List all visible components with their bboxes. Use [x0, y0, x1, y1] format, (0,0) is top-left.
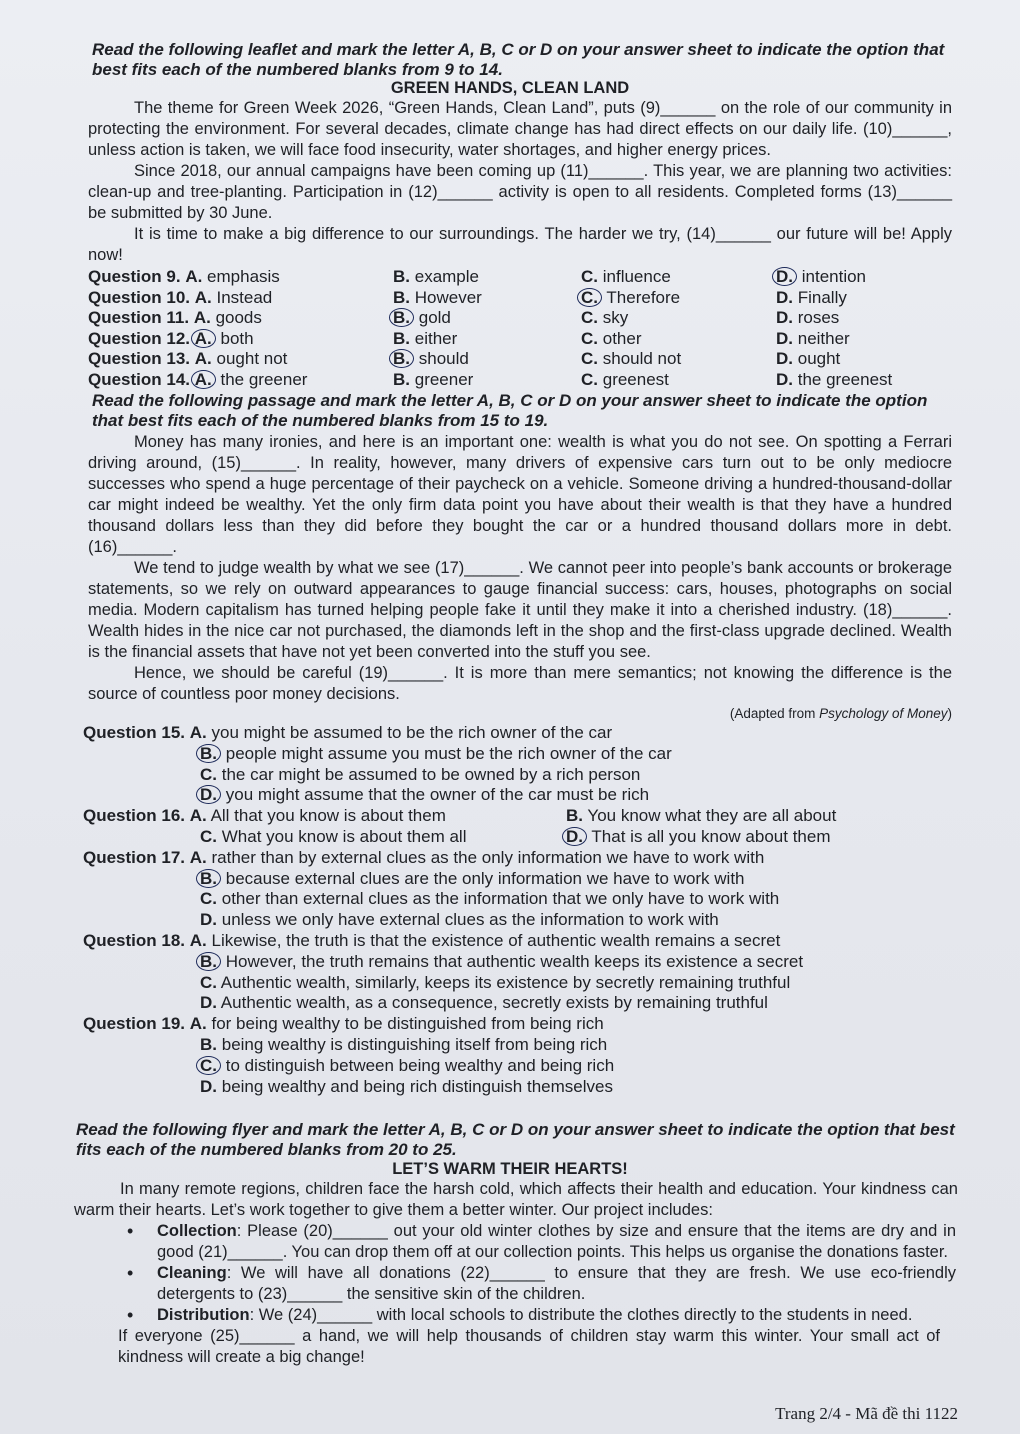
q14-option-b[interactable]: B. greener — [393, 369, 474, 389]
section-flyer — [0, 1120, 1020, 1368]
q16-option-a[interactable]: Question 16. A. All that you know is about them — [83, 806, 446, 826]
q16-option-d[interactable]: D. That is all you know about them — [566, 827, 966, 848]
instruction-9-14: Read the following leaflet and mark the letter A, B, C or D on your answer sheet to indicate the option that best fits each of the numbered blanks from 9 to 14. — [92, 40, 945, 79]
q16-option-b[interactable]: B. You know what they are all about — [566, 806, 837, 826]
passage-paragraph-3: Hence, we should be careful (19)______. It is more than mere semantics; not knowing the difference is the source of countless poor money decisions. — [88, 664, 952, 703]
q14-option-c[interactable]: C. greenest — [581, 369, 669, 389]
q17-option-b[interactable]: B. because external clues are the only information we have to work with — [0, 869, 1020, 890]
q12-option-a[interactable]: Question 12. A. both — [88, 328, 254, 348]
q10-option-c[interactable]: C. Therefore — [581, 288, 776, 309]
q11-option-c[interactable]: C. sky — [581, 308, 629, 327]
q12-option-c[interactable]: C. other — [581, 328, 642, 348]
source-citation: (Adapted from Psychology of Money) — [729, 706, 952, 721]
q16-row-1 — [0, 806, 1020, 827]
q17-option-c[interactable]: C. other than external clues as the information that we only have to work with — [200, 889, 780, 909]
section-leaflet — [0, 40, 1020, 390]
section-passage — [0, 391, 1020, 1097]
passage-paragraph-2: We tend to judge wealth by what we see (17)______. We cannot peer into people’s bank accounts or brokerage statements, so we rely on outward appearances to gauge financial success: cars, houses, photographs on social media. Modern capitalism has turned helping people fake it until they make it into a cherished industry. (18)______. Wealth hides in the nice car not purchased, the diamonds left in the shop and the first-class upgrade declined. Wealth is the financial assets that have not yet been converted into the stuff you see. — [88, 559, 952, 661]
q10-option-b[interactable]: B. However — [393, 287, 482, 307]
q13-option-d[interactable]: D. ought — [776, 349, 841, 368]
q17-option-a[interactable]: Question 17. A. rather than by external clues as the only information we have to work with — [83, 847, 765, 867]
q9-option-a[interactable]: Question 9. A. emphasis — [88, 267, 280, 286]
flyer-title: LET’S WARM THEIR HEARTS! — [392, 1160, 628, 1178]
q11-option-d[interactable]: D. roses — [776, 308, 840, 327]
q15-option-d[interactable]: D. you might assume that the owner of the car must be rich — [0, 785, 1020, 806]
q18-option-b[interactable]: B. However, the truth remains that authentic wealth keeps its existence a secret — [0, 952, 1020, 973]
q18-option-c[interactable]: C. Authentic wealth, similarly, keeps its existence by secretly remaining truthful — [200, 972, 791, 992]
q12-option-d[interactable]: D. neither — [776, 328, 850, 348]
q13-option-b[interactable]: B. should — [393, 349, 581, 370]
q18-option-d[interactable]: D. Authentic wealth, as a consequence, secretly exists by remaining truthful — [200, 993, 768, 1013]
q13-option-c[interactable]: C. should not — [581, 349, 682, 368]
q18-option-a[interactable]: Question 18. A. Likewise, the truth is that the existence of authentic wealth remains a secret — [83, 930, 781, 950]
q15-option-c[interactable]: C. the car might be assumed to be owned by a rich person — [200, 764, 641, 784]
leaflet-title: GREEN HANDS, CLEAN LAND — [390, 79, 630, 97]
flyer-bullet-list — [0, 1221, 1020, 1326]
q9-option-d[interactable]: D. intention — [776, 267, 966, 288]
leaflet-paragraph-1: The theme for Green Week 2026, “Green Hands, Clean Land”, puts (9)______ on the role of our community in protecting the environment. For several decades, climate change has had direct effects on our daily life. (10)______, unless action is taken, we will face food insecurity, water shortages, and higher energy prices. — [88, 99, 952, 159]
q15-option-b[interactable]: B. people might assume you must be the rich owner of the car — [0, 744, 1020, 765]
q9-option-c[interactable]: C. influence — [581, 267, 671, 286]
flyer-closing: If everyone (25)______ a hand, we will help thousands of children stay warm this winter. Your small act of kindness will create a big change! — [118, 1327, 940, 1366]
q14-option-d[interactable]: D. the greenest — [776, 369, 893, 389]
questions-9-14 — [0, 267, 1020, 390]
q17-option-d[interactable]: D. unless we only have external clues as the information to work with — [200, 910, 719, 930]
q19-option-d[interactable]: D. being wealthy and being rich distinguish themselves — [200, 1076, 613, 1096]
q15-option-a[interactable]: Question 15. A. you might be assumed to be the rich owner of the car — [83, 723, 613, 742]
q11-option-b[interactable]: B. gold — [393, 308, 581, 329]
q16-option-c[interactable]: C. What you know is about them all — [200, 826, 467, 846]
leaflet-paragraph-3: It is time to make a big difference to our surroundings. The harder we try, (14)______ our future will be! Apply now! — [88, 225, 952, 264]
q16-row-2 — [0, 827, 1020, 848]
q19-option-c[interactable]: C. to distinguish between being wealthy and being rich — [0, 1056, 1020, 1077]
flyer-intro: In many remote regions, children face the harsh cold, which affects their health and education. Your kindness can warm their hearts. Let’s work together to give them a better winter. Our project includes: — [74, 1180, 958, 1219]
passage-paragraph-1: Money has many ironies, and here is an important one: wealth is what you do not see. On spotting a Ferrari driving around, (15)______. In reality, however, many drivers of expensive cars turn out to be only mediocre successes who spend a huge percentage of their paycheck on a vehicle. Someone driving a hundred-thousand-dollar car might indeed be wealthy. Yet the only firm data point you have about their wealth is that they have a hundred thousand dollars less than they did before they bought the car or a hundred thousand dollars more in debt. (16)______. — [88, 433, 952, 556]
instruction-15-19: Read the following passage and mark the letter A, B, C or D on your answer sheet to indicate the option that best fits each of the numbered blanks from 15 to 19. — [92, 391, 928, 430]
q14-option-a[interactable]: Question 14. A. the greener — [88, 369, 308, 389]
q13-option-a[interactable]: Question 13. A. ought not — [88, 349, 288, 368]
q10-option-d[interactable]: D. Finally — [776, 287, 847, 307]
bullet-collection: • Collection: Please (20)______ out your old winter clothes by size and ensure that the items are dry and in good (21)______. You can drop them off at our collection points. This helps us organise the donations faster. — [157, 1221, 956, 1263]
leaflet-paragraph-2: Since 2018, our annual campaigns have been coming up (11)______. This year, we are planning two activities: clean-up and tree-planting. Participation in (12)______ activity is open to all residents. Completed forms (13)______ be submitted by 30 June. — [88, 162, 952, 222]
bullet-cleaning: • Cleaning: We will have all donations (22)______ to ensure that they are fresh. We use eco-friendly detergents to (23)______ the sensitive skin of the children. — [157, 1263, 956, 1305]
page-footer: Trang 2/4 - Mã đề thi 1122 — [775, 1404, 958, 1423]
bullet-distribution: • Distribution: We (24)______ with local schools to distribute the clothes directly to the students in need. — [157, 1305, 956, 1326]
q9-option-b[interactable]: B. example — [393, 267, 479, 286]
instruction-20-25: Read the following flyer and mark the letter A, B, C or D on your answer sheet to indicate the option that best fits each of the numbered blanks from 20 to 25. — [76, 1120, 955, 1159]
q12-option-b[interactable]: B. either — [393, 328, 458, 348]
q19-option-b[interactable]: B. being wealthy is distinguishing itself from being rich — [200, 1034, 608, 1054]
q11-option-a[interactable]: Question 11. A. goods — [88, 308, 262, 327]
q10-option-a[interactable]: Question 10. A. Instead — [88, 287, 273, 307]
q19-option-a[interactable]: Question 19. A. for being wealthy to be distinguished from being rich — [83, 1014, 604, 1034]
